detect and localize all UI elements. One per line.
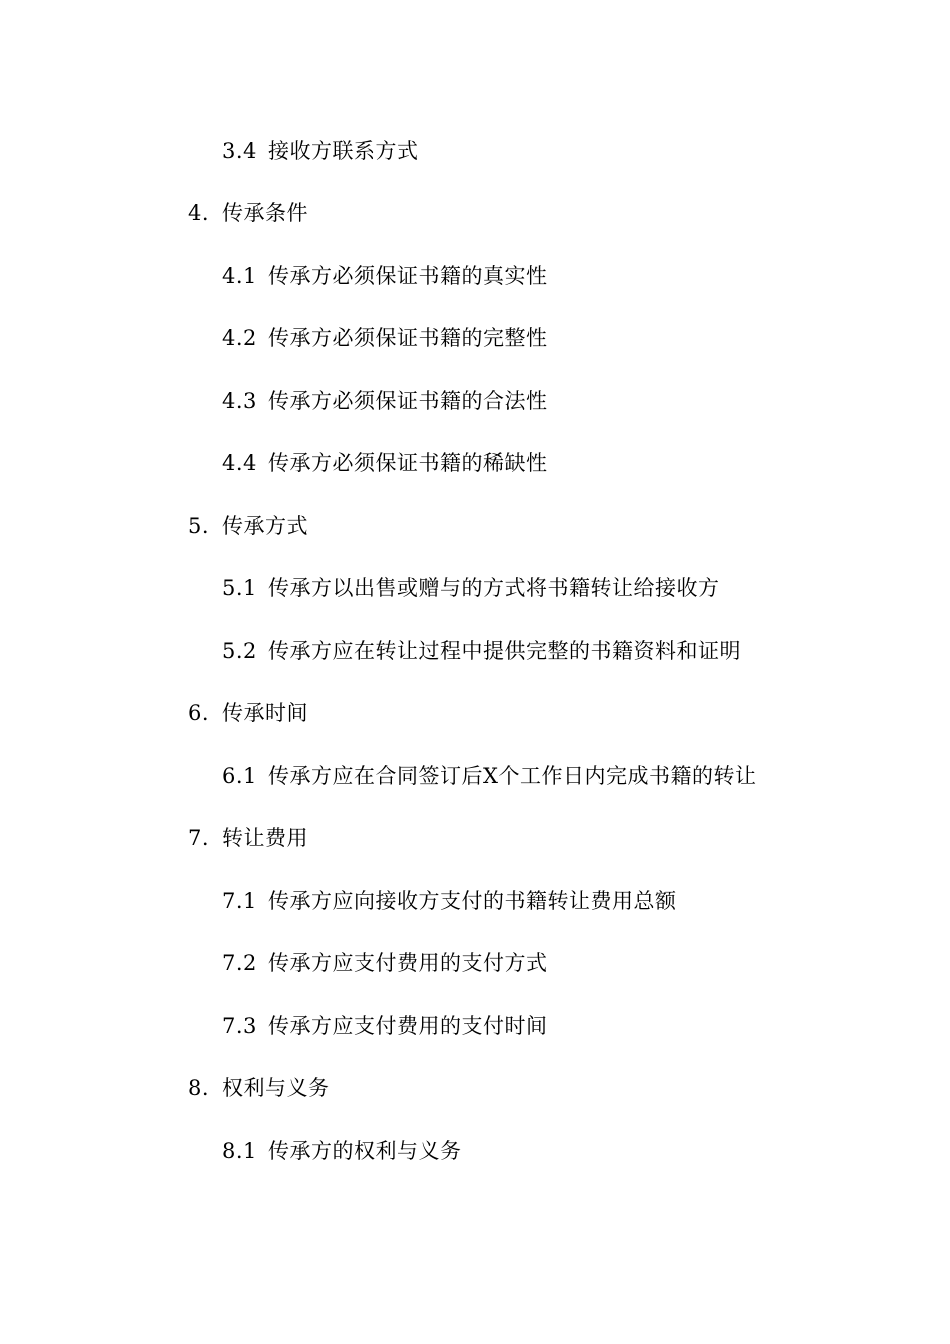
section-number: 5. — [188, 514, 210, 538]
item-text: 传承方应在转让过程中提供完整的书籍资料和证明 — [268, 639, 741, 663]
list-item — [222, 950, 548, 976]
item-text: 传承方应支付费用的支付时间 — [268, 1014, 548, 1038]
section-heading — [188, 1075, 330, 1101]
section-title: 传承方式 — [222, 514, 308, 538]
list-item — [222, 325, 548, 351]
section-heading — [188, 513, 308, 539]
section-number: 8. — [188, 1076, 210, 1100]
section-heading — [188, 825, 308, 851]
list-item — [222, 763, 756, 789]
item-number: 6.1 — [222, 764, 257, 788]
section-title: 传承条件 — [222, 201, 308, 225]
item-number: 7.1 — [222, 889, 257, 913]
list-item — [222, 263, 548, 289]
item-text: 传承方必须保证书籍的完整性 — [268, 326, 548, 350]
list-item — [222, 388, 548, 414]
list-item — [222, 1138, 462, 1164]
item-text: 传承方必须保证书籍的合法性 — [268, 389, 548, 413]
item-number: 4.1 — [222, 264, 257, 288]
item-text: 接收方联系方式 — [268, 139, 419, 163]
list-item — [222, 888, 677, 914]
list-item — [222, 638, 741, 664]
list-item — [222, 1013, 548, 1039]
section-title: 传承时间 — [222, 701, 308, 725]
section-heading — [188, 700, 308, 726]
section-number: 4. — [188, 201, 210, 225]
section-number: 7. — [188, 826, 210, 850]
item-text: 传承方必须保证书籍的稀缺性 — [268, 451, 548, 475]
section-number: 6. — [188, 701, 210, 725]
item-text: 传承方的权利与义务 — [268, 1139, 462, 1163]
list-item — [222, 575, 720, 601]
item-number: 5.2 — [222, 639, 257, 663]
item-number: 3.4 — [222, 139, 257, 163]
item-text: 传承方应支付费用的支付方式 — [268, 951, 548, 975]
item-text: 传承方必须保证书籍的真实性 — [268, 264, 548, 288]
list-item — [222, 138, 419, 164]
item-number: 4.3 — [222, 389, 257, 413]
item-number: 5.1 — [222, 576, 257, 600]
item-text: 传承方以出售或赠与的方式将书籍转让给接收方 — [268, 576, 720, 600]
item-number: 7.3 — [222, 1014, 257, 1038]
section-title: 权利与义务 — [222, 1076, 330, 1100]
item-number: 8.1 — [222, 1139, 257, 1163]
item-number: 7.2 — [222, 951, 257, 975]
item-number: 4.2 — [222, 326, 257, 350]
item-number: 4.4 — [222, 451, 257, 475]
section-title: 转让费用 — [222, 826, 308, 850]
list-item — [222, 450, 548, 476]
section-heading — [188, 200, 308, 226]
item-text: 传承方应在合同签订后X个工作日内完成书籍的转让 — [268, 764, 757, 788]
item-text: 传承方应向接收方支付的书籍转让费用总额 — [268, 889, 677, 913]
